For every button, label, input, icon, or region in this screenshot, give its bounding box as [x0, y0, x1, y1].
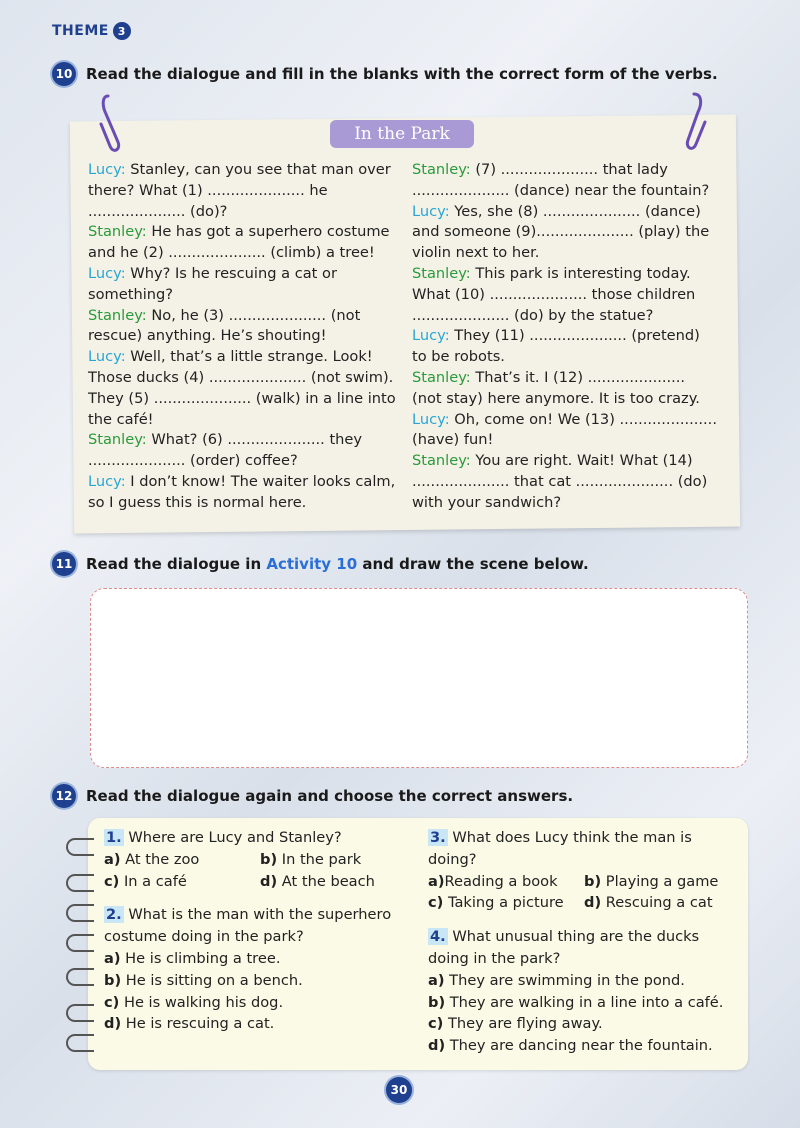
- dialogue-line: [412, 202, 718, 264]
- binder-ring-icon: [66, 968, 94, 986]
- paperclip-icon: [98, 92, 128, 154]
- option-1d[interactable]: d) At the beach: [260, 872, 375, 890]
- speaker-name: Lucy:: [412, 202, 450, 220]
- question-4: 4. What unusual thing are the ducks doing in the park?: [428, 928, 700, 967]
- activity-11-badge: 11: [52, 552, 76, 576]
- dialogue-text: What? (6) ..................... they ..................... (order) coffee?: [88, 431, 363, 470]
- option-2a[interactable]: a) He is climbing a tree.: [104, 949, 281, 967]
- binder-ring-icon: [66, 1004, 94, 1022]
- activity-10-heading: [52, 62, 718, 86]
- binder-ring-icon: [66, 874, 94, 892]
- dialogue-title: In the Park: [330, 120, 474, 148]
- option-1a[interactable]: a) At the zoo: [104, 850, 200, 868]
- dialogue-line: [412, 326, 718, 368]
- activity-11-instruction: [86, 555, 589, 573]
- dialogue-line: [412, 410, 718, 452]
- dialogue-line: [88, 264, 400, 306]
- dialogue-text: Oh, come on! We (13) ..................... (have) fun!: [412, 410, 717, 449]
- question-2: 2. What is the man with the superhero costume doing in the park?: [104, 906, 392, 946]
- speaker-name: Lucy:: [412, 410, 450, 428]
- dialogue-text: Well, that’s a little strange. Look! Those ducks (4) ..................... (not swim). They (5) ..................... (walk) in a line into the café!: [88, 348, 396, 428]
- speaker-name: Stanley:: [412, 452, 471, 470]
- dialogue-text: He has got a superhero costume and he (2) ..................... (climb) a tree!: [88, 223, 390, 262]
- dialogue-text: No, he (3) ..................... (not rescue) anything. He’s shouting!: [88, 306, 361, 345]
- option-1b[interactable]: b) In the park: [260, 850, 362, 868]
- option-3b[interactable]: b) Playing a game: [584, 872, 719, 890]
- speaker-name: Stanley:: [88, 306, 147, 324]
- option-1c[interactable]: c) In a café: [104, 872, 187, 890]
- dialogue-text: Stanley, can you see that man over there? What (1) ..................... he ..................... (do)?: [88, 161, 391, 220]
- binder-ring-icon: [66, 934, 94, 952]
- dialogue-text: That’s it. I (12) ..................... (not stay) here anymore. It is too crazy.: [412, 368, 700, 407]
- activity-12-instruction: Read the dialogue again and choose the correct answers.: [86, 787, 574, 805]
- option-3c[interactable]: c) Taking a picture: [428, 894, 564, 912]
- drawing-area[interactable]: [90, 588, 748, 768]
- speaker-name: Lucy:: [412, 327, 450, 345]
- binder-ring-icon: [66, 904, 94, 922]
- dialogue-text: They (11) ..................... (pretend) to be robots.: [412, 327, 700, 366]
- option-3d[interactable]: d) Rescuing a cat: [584, 894, 713, 912]
- activity-10-reference: Activity 10: [266, 555, 358, 573]
- dialogue-line: [412, 451, 718, 513]
- dialogue-text: I don’t know! The waiter looks calm, so I guess this is normal here.: [88, 472, 396, 511]
- dialogue-line: [88, 222, 400, 264]
- dialogue-line: [88, 347, 400, 430]
- activity-11-text: Read the dialogue in: [86, 555, 267, 573]
- question-3: 3. What does Lucy think the man is doing?: [428, 829, 692, 868]
- option-4d[interactable]: d) They are dancing near the fountain.: [428, 1037, 713, 1055]
- page-number: 30: [386, 1077, 412, 1103]
- speaker-name: Lucy:: [88, 472, 126, 490]
- dialogue-text: Yes, she (8) ..................... (dance) and someone (9)..................... (play) the violin next to her.: [412, 202, 710, 262]
- speaker-name: Stanley:: [88, 431, 147, 449]
- theme-number: 3: [113, 22, 131, 40]
- binder-ring-icon: [66, 1034, 94, 1052]
- activity-10-badge: 10: [52, 62, 76, 86]
- option-2c[interactable]: c) He is walking his dog.: [104, 993, 284, 1011]
- paperclip-icon: [678, 90, 708, 152]
- dialogue-text: Why? Is he rescuing a cat or something?: [88, 264, 337, 303]
- option-4c[interactable]: c) They are flying away.: [428, 1015, 603, 1033]
- option-2b[interactable]: b) He is sitting on a bench.: [104, 971, 303, 989]
- dialogue-line: [412, 160, 718, 202]
- speaker-name: Stanley:: [412, 264, 471, 282]
- option-4a[interactable]: a) They are swimming in the pond.: [428, 971, 685, 989]
- speaker-name: Stanley:: [412, 161, 471, 178]
- activity-12-badge: 12: [52, 784, 76, 808]
- option-2d[interactable]: d) He is rescuing a cat.: [104, 1015, 275, 1033]
- dialogue-left-column: [88, 160, 400, 514]
- question-1: 1. Where are Lucy and Stanley?: [106, 829, 342, 846]
- dialogue-line: [412, 264, 718, 326]
- speaker-name: Lucy:: [88, 264, 126, 282]
- activity-11-heading: [52, 552, 589, 576]
- questions-left-column: [104, 827, 414, 1035]
- option-3a[interactable]: a)Reading a book: [428, 872, 558, 890]
- dialogue-text: This park is interesting today. What (10) ..................... those children ..................... (do) by the statue?: [412, 264, 696, 324]
- activity-11-text: and draw the scene below.: [357, 555, 589, 573]
- theme-label: THEME: [52, 23, 109, 39]
- speaker-name: Stanley:: [412, 368, 471, 386]
- activity-10-instruction: Read the dialogue and fill in the blanks with the correct form of the verbs.: [86, 65, 718, 83]
- theme-header: [52, 22, 131, 40]
- activity-12-heading: [52, 784, 573, 808]
- dialogue-line: [88, 160, 400, 222]
- option-4b[interactable]: b) They are walking in a line into a café.: [428, 993, 724, 1011]
- speaker-name: Stanley:: [88, 223, 147, 241]
- speaker-name: Lucy:: [88, 348, 126, 366]
- dialogue-text: (7) ..................... that lady ..................... (dance) near the fountain?: [412, 161, 710, 199]
- binder-ring-icon: [66, 838, 94, 856]
- dialogue-line: [412, 368, 718, 410]
- speaker-name: Lucy:: [88, 161, 126, 178]
- dialogue-text: You are right. Wait! What (14) ..................... that cat ..................... (do) with your sandwich?: [412, 452, 708, 511]
- questions-right-column: [428, 827, 728, 1057]
- dialogue-line: [88, 430, 400, 472]
- dialogue-line: [88, 306, 400, 348]
- dialogue-line: [88, 472, 400, 514]
- dialogue-right-column: [412, 160, 718, 514]
